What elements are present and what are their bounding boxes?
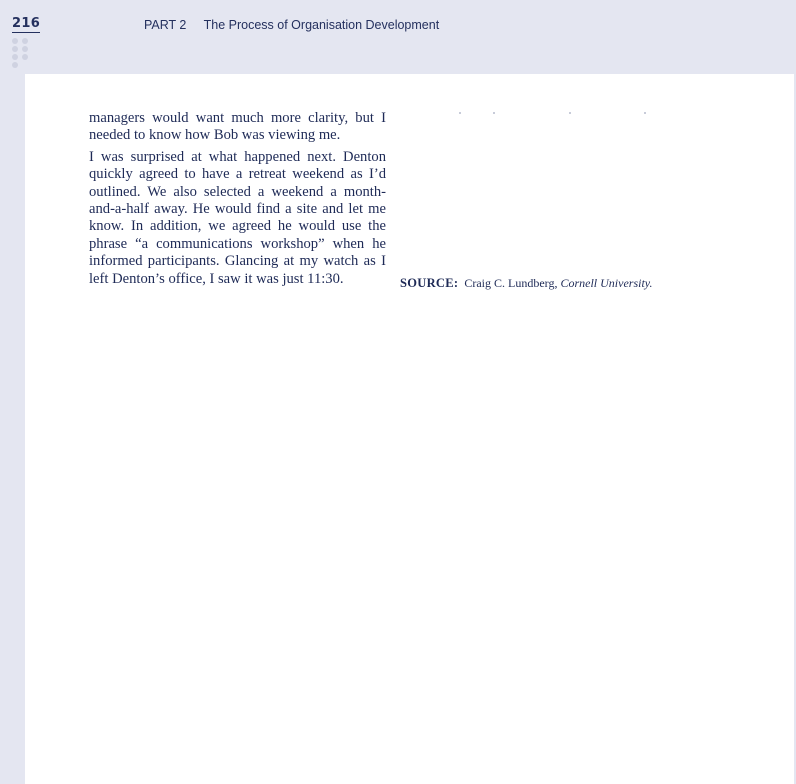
faint-mark bbox=[459, 112, 461, 114]
faint-mark bbox=[493, 112, 495, 114]
decorative-dot bbox=[12, 62, 18, 68]
decorative-dot bbox=[12, 46, 18, 52]
part-label: PART 2 bbox=[144, 18, 187, 32]
decorative-dot-grid bbox=[12, 38, 30, 70]
faint-mark bbox=[569, 112, 571, 114]
body-paragraph: I was surprised at what happened next. Denton quickly agreed to have a retreat weekend as I’d outlined. We also selected a weekend a month-and-a-half away. He would find a site and let me know. In addition, we agreed he would use the phrase “a communications workshop” when he informed participants. Glancing at my watch as I left Denton’s office, I saw it was just 11:30. bbox=[89, 148, 386, 287]
decorative-dot bbox=[22, 38, 28, 44]
page-number: 216 bbox=[12, 16, 41, 31]
decorative-dot bbox=[12, 54, 18, 60]
running-head bbox=[144, 18, 439, 32]
decorative-dot bbox=[12, 38, 18, 44]
faint-mark bbox=[644, 112, 646, 114]
body-paragraph: managers would want much more clarity, but I needed to know how Bob was viewing me. bbox=[89, 110, 386, 144]
header-band bbox=[0, 0, 796, 74]
decorative-dot bbox=[22, 46, 28, 52]
source-citation bbox=[400, 276, 652, 291]
source-institution: Cornell University. bbox=[560, 276, 653, 290]
chapter-title: The Process of Organisation Development bbox=[203, 18, 440, 32]
source-label: SOURCE: bbox=[400, 276, 459, 290]
body-text-column bbox=[89, 110, 386, 292]
decorative-dot bbox=[22, 54, 28, 60]
source-author: Craig C. Lundberg, bbox=[464, 276, 558, 290]
